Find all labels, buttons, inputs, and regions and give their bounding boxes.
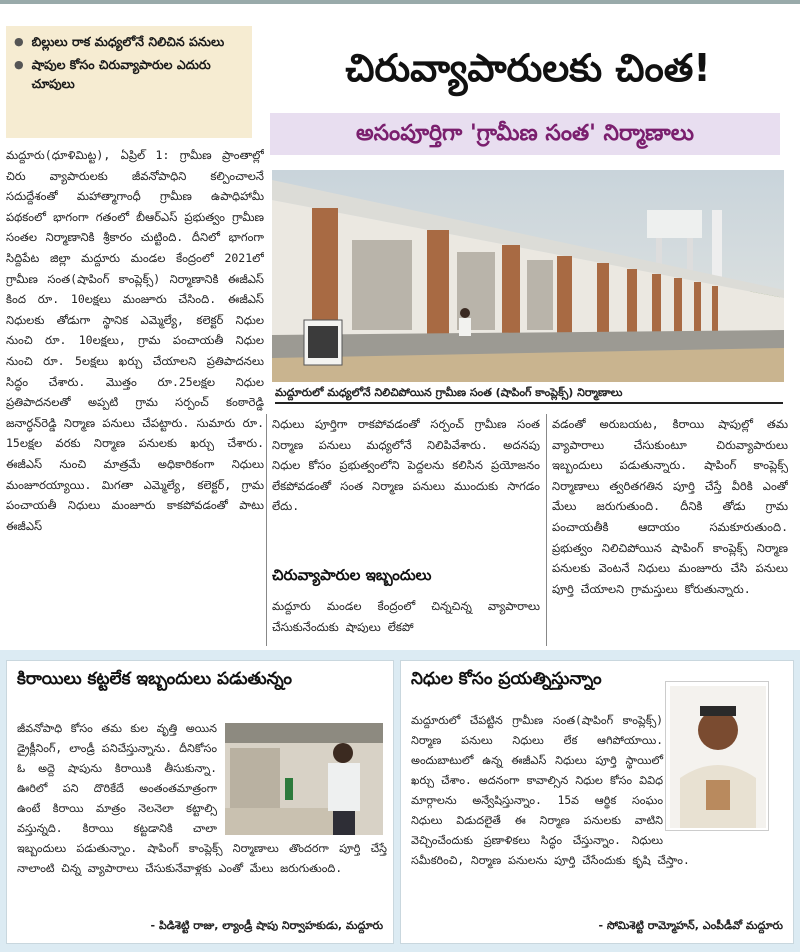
highlight-item: ● బిల్లులు రాక మధ్యలోనే నిలిచిన పనులు: [14, 34, 225, 49]
headline: చిరువ్యాపారులకు చింత!: [345, 46, 711, 90]
quote-title: కిరాయిలు కట్టలేక ఇబ్బందులు పడుతున్నం: [17, 669, 292, 689]
market-building-photo: [272, 170, 784, 382]
quote-body: జీవనోపాధి కోసం తమ కుల వృత్తి అయిన డ్రైక్లీనింగ్, లాండ్రీ పనిచేస్తున్నాను. దీనికోసం ఓ అద్దె షాపును కిరాయికి తీసుకున్నా. ఊరిలో పని దొరికేదే అంతంతమాత్రంగా ఉంటే కిరాయి మాత్రం నెలనెలా కట్టాల్సి వస్తున్నది. కిరాయి కట్టడానికి చాలా ఇబ్బందులు పడుతున్నాం. షాపింగ్ కాంప్లెక్స్ నిర్మాణాలు తొందరగా పూర్తి చేస్తే నాలాంటి చిన్న వ్యాపారాలు చేసుకునేవాళ్లకు ఎంతో మేలు జరుగుతుంది.: [17, 719, 387, 919]
top-rule: [0, 0, 800, 4]
highlights-box: [6, 26, 252, 138]
article-column-1: మద్దూరు(ధూళిమిట్ట), ఏప్రిల్ 1: గ్రామీణ ప్రాంతాల్లో చిరు వ్యాపారులకు జీవనోపాధిని కల్పించాలనే సదుద్దేశంతో మహాత్మాగాంధీ గ్రామీణ ఉపాధిహామీ పథకంలో భాగంగా గతంలో బీఆర్ఎస్ ప్రభుత్వం గ్రామీణ సంతల నిర్మాణానికి శ్రీకారం చుట్టింది. దీనిలో భాగంగా సిద్దిపేట జిల్లా మద్దూరు మండల కేంద్రంలో 2021లో గ్రామీణ సంత(షాపింగ్ కాంప్లెక్స్) నిర్మాణానికి ఈజీఎస్ కింద రూ. 10లక్షలు మంజూరు చేసింది. ఈజీఎస్ నిధులకు తోడుగా స్థానిక ఎమ్మెల్యే, కలెక్టర్ నిధుల నుంచి రూ. 10లక్షలు, గ్రామ పంచాయతీ నిధుల నుంచి రూ. 5లక్షలు ఖర్చు చేయాలని ప్రతిపాదనలు సిద్ధం చేశారు. మొత్తం రూ.25లక్షల నిధుల ప్రతిపాదనలతో అప్పటి గ్రామ సర్పంచ్ కంఠారెడ్డి జనార్ధన్‌రెడ్డి నిర్మాణ పనులు చేపట్టారు. సుమారు రూ. 15లక్షల వరకు నిర్మాణ పనులకు ఖర్చు చేశారు. ఈజీఎస్ నుంచి మాత్రమే అధికారికంగా నిధులు మంజూరయ్యాయి. మిగతా ఎమ్మెల్యే, కలెక్టర్, గ్రామ పంచాయతీ నిధులు మంజూరు కాకపోవడంతో పాటు ఈజీఎస్: [6, 148, 264, 533]
article-column-2: నిధులు పూర్తిగా రాకపోవడంతో సర్పంచ్ గ్రామీణ సంత నిర్మాణ పనులు మధ్యలోనే నిలిపివేశారు. అదనపు నిధుల కోసం ప్రభుత్వంలోని పెద్దలను కలిసిన ప్రయోజనం లేకపోవడంతో సంత నిర్మాణ పనులు ముందుకు సాగడం లేదు.: [272, 417, 540, 514]
quote-signature: - పిడిశెట్టి రాజు, ల్యాండ్రీ షాపు నిర్వాహకుడు, మద్దూరు: [150, 919, 383, 932]
subheadline: అసంపూర్తిగా 'గ్రామీణ సంత' నిర్మాణాలు: [270, 113, 780, 155]
photo-spacer: [217, 719, 387, 837]
subsection-heading: చిరువ్యాపారుల ఇబ్బందులు: [272, 566, 432, 584]
photo-spacer: [663, 711, 787, 833]
quote-title: నిధుల కోసం ప్రయత్నిస్తున్నాం: [411, 669, 602, 689]
quote-box-official: [400, 660, 794, 944]
quote-body: మద్దూరులో చేపట్టిన గ్రామీణ సంత(షాపింగ్ కాంప్లెక్స్) నిర్మాణ పనులు నిధులు లేక ఆగిపోయాయి. అందుబాటులో ఉన్న ఈజీఎస్ నిధులు పూర్తి స్థాయిలో ఖర్చు చేశాం. అదనంగా కావాల్సిన నిధుల కోసం వివిధ మార్గాలను అన్వేషిస్తున్నాం. 15వ ఆర్థిక సంఘం నిధులు విడుదలైతే ఈ నిర్మాణ పనులకు వాటిని వెచ్చించేందుకు ప్రణాళికలు సిద్ధం చేస్తున్నాం. నిధులు సమీకరించి, నిర్మాణ పనులను పూర్తి చేసేందుకు కృషి చేస్తాం.: [411, 711, 787, 921]
quote-signature: - సోమిశెట్టి రామ్మోహన్, ఎంపీడీవో మద్దూరు: [598, 919, 783, 932]
photo-caption: మద్దూరులో మధ్యలోనే నిలిచిపోయిన గ్రామీణ సంత (షాపింగ్ కాంప్లెక్స్) నిర్మాణాలు: [275, 384, 783, 404]
column-divider: [266, 414, 267, 646]
article-column-2-continued: మద్దూరు మండల కేంద్రంలో చిన్నచిన్న వ్యాపారాలు చేసుకునేందుకు షాపులు లేకపో: [272, 599, 540, 634]
article-column-3: వడంతో అరుబయట, కిరాయి షాపుల్లో తమ వ్యాపారాలు చేసుకుంటూ చిరువ్యాపారులు ఇబ్బందులు పడుతున్నారు. షాపింగ్ కాంప్లెక్స్ నిర్మాణాలు త్వరితగతిన పూర్తి చేస్తే వీరికి ఎంతో మేలు జరుగుతుంది. దీనికి తోడు గ్రామ పంచాయతీకి ఆదాయం సమకూరుతుంది. ప్రభుత్వం నిలిచిపోయిన షాపింగ్ కాంప్లెక్స్ నిర్మాణ పనులకు వెంటనే నిధులు మంజూరు చేసి పనులు పూర్తి చేయాలని గ్రామస్తులు కోరుతున్నారు.: [552, 417, 788, 596]
highlight-item: ● షాపుల కోసం చిరువ్యాపారుల ఎదురు చూపులు: [14, 57, 211, 91]
quote-box-vendor: [6, 660, 394, 944]
column-divider: [546, 414, 547, 646]
